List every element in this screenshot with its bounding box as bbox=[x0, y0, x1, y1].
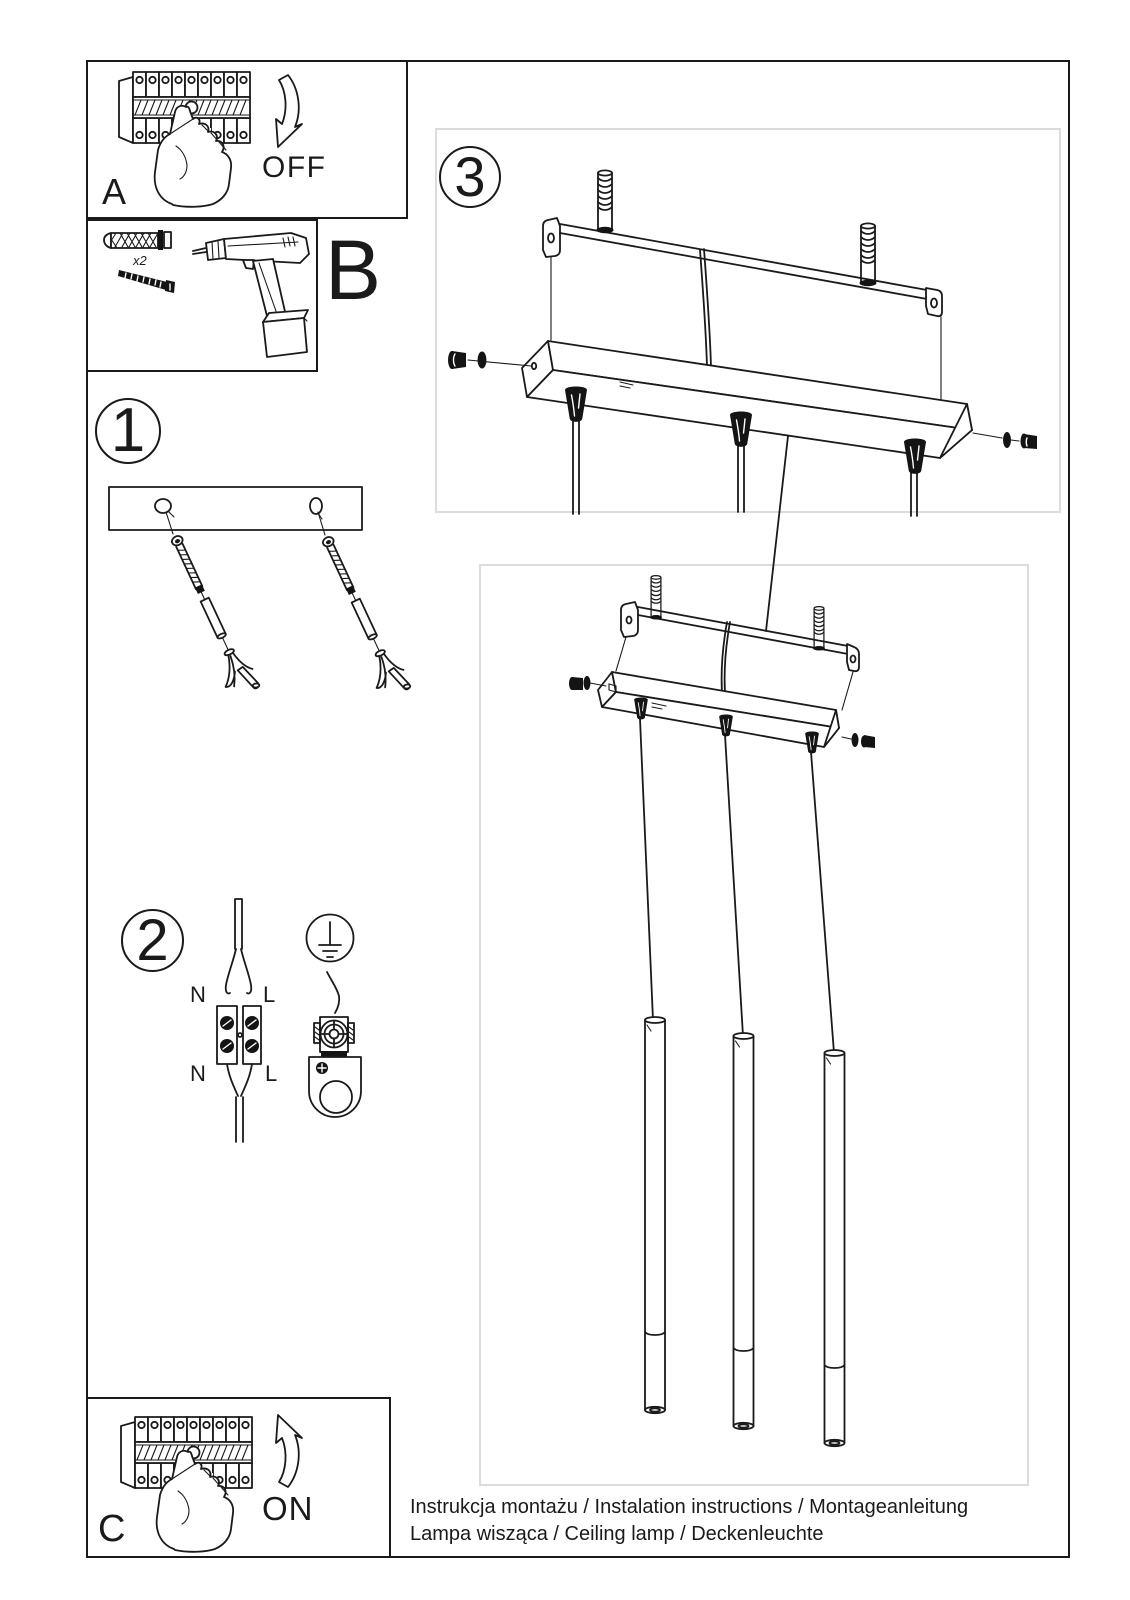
step3-number: 3 bbox=[454, 145, 486, 208]
lamp-box bbox=[479, 564, 1029, 1486]
step3-badge bbox=[439, 146, 501, 208]
panel-c-state: ON bbox=[262, 1490, 314, 1527]
footer-line1: Instrukcja montażu / Instalation instructions / Montageanleitung bbox=[410, 1496, 969, 1518]
step3-box bbox=[435, 128, 1061, 513]
step1-badge bbox=[95, 398, 161, 464]
panel-a-label: A bbox=[102, 171, 127, 212]
wire-label-bottom-n: N bbox=[190, 1061, 206, 1086]
step2-number: 2 bbox=[136, 907, 169, 973]
anchor-qty-label: x2 bbox=[133, 253, 147, 268]
panel-a-state: OFF bbox=[262, 151, 327, 184]
step1-number: 1 bbox=[110, 396, 146, 465]
panel-c-label: C bbox=[98, 1508, 126, 1550]
panel-c-box bbox=[86, 1397, 391, 1558]
step2-badge bbox=[121, 909, 184, 972]
wire-label-bottom-l: L bbox=[265, 1061, 278, 1086]
panel-a-box bbox=[86, 60, 408, 219]
wire-label-top-n: N bbox=[190, 982, 206, 1007]
panel-b-box bbox=[86, 219, 318, 372]
panel-b-label: B bbox=[325, 223, 382, 317]
footer-line2: Lampa wisząca / Ceiling lamp / Deckenleuchte bbox=[410, 1523, 824, 1545]
footer-text bbox=[410, 1494, 968, 1548]
wire-label-top-l: L bbox=[263, 982, 276, 1007]
